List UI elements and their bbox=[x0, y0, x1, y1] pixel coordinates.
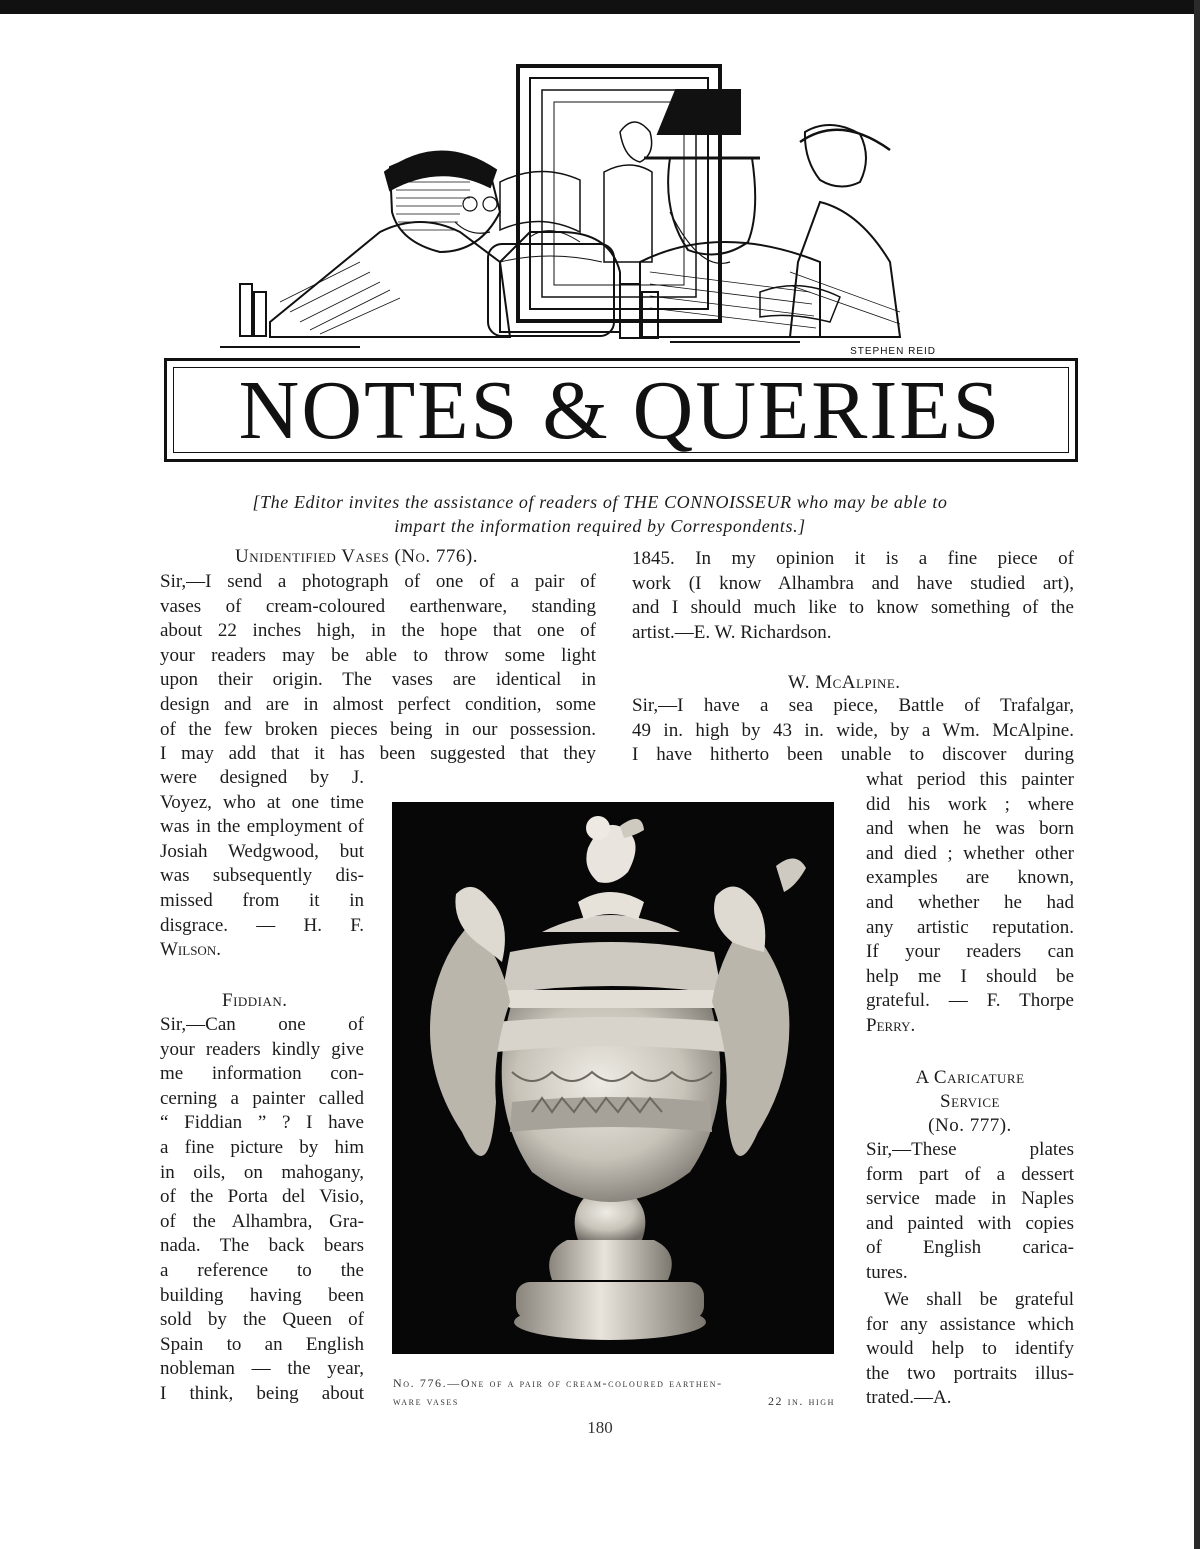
text-line: 49 in. high by 43 in. wide, by a Wm. McAlpine. bbox=[632, 719, 1074, 741]
heading-line: Service bbox=[940, 1091, 1000, 1112]
text-line: help me I should be bbox=[866, 965, 1074, 987]
figure-caption bbox=[393, 1374, 835, 1410]
article-caricature-service-body bbox=[866, 1138, 1074, 1286]
text-line: Sir,—I send a photograph of one of a pair of bbox=[160, 571, 596, 592]
text-line: nobleman — the year, bbox=[160, 1358, 364, 1380]
editor-note bbox=[150, 490, 1050, 538]
text-line: in oils, on mahogany, bbox=[160, 1161, 364, 1183]
editor-note-line-2: impart the information required by Correspondents.] bbox=[394, 516, 806, 536]
text-line: would help to identify bbox=[866, 1338, 1074, 1360]
text-line: Sir,—I have a sea piece, Battle of Trafalgar, bbox=[632, 695, 1074, 716]
text-line: and I should much like to know something of the bbox=[632, 597, 1074, 619]
text-line: grateful. — F. Thorpe bbox=[866, 990, 1074, 1012]
page-right-edge bbox=[1194, 0, 1200, 1549]
text-line: service made in Naples bbox=[866, 1188, 1074, 1210]
text-line: Wilson. bbox=[160, 939, 221, 961]
article-heading-mcalpine: W. McAlpine. bbox=[788, 672, 901, 693]
heading-line: (No. 777). bbox=[928, 1115, 1012, 1136]
text-line: Perry. bbox=[866, 1014, 916, 1036]
text-line: the two portraits illus- bbox=[866, 1362, 1074, 1384]
article-unidentified-vases-body bbox=[160, 570, 596, 767]
text-line: “ Fiddian ” ? I have bbox=[160, 1112, 364, 1134]
text-line: your readers kindly give bbox=[160, 1038, 364, 1060]
text-line: were designed by J. bbox=[160, 767, 364, 788]
text-line: of English carica- bbox=[866, 1237, 1074, 1259]
text-line: design and are in almost perfect condition, some bbox=[160, 693, 596, 715]
text-line: of the Alhambra, Gra- bbox=[160, 1210, 364, 1232]
vase-image bbox=[392, 802, 834, 1354]
text-line: Josiah Wedgwood, but bbox=[160, 840, 364, 862]
article-heading-caricature-service bbox=[866, 1066, 1074, 1138]
text-line: and painted with copies bbox=[866, 1212, 1074, 1234]
text-line: cerning a painter called bbox=[160, 1087, 364, 1109]
text-line: tures. bbox=[866, 1261, 908, 1283]
page-top-edge bbox=[0, 0, 1200, 14]
text-line: and whether he had bbox=[866, 891, 1074, 913]
article-unidentified-vases-narrow bbox=[160, 766, 364, 963]
text-line: was subsequently dis- bbox=[160, 865, 364, 887]
text-line: Voyez, who at one time bbox=[160, 791, 364, 813]
article-fiddian-continued bbox=[632, 547, 1074, 645]
text-line: nada. The back bears bbox=[160, 1235, 364, 1257]
caption-line-2-left: ware vases bbox=[393, 1394, 459, 1408]
text-line: I think, being about bbox=[160, 1382, 364, 1404]
vase-photograph bbox=[392, 802, 834, 1354]
text-line: a reference to the bbox=[160, 1259, 364, 1281]
caption-line-1: No. 776.—One of a pair of cream-coloured earthen- bbox=[393, 1376, 723, 1390]
text-line: sold by the Queen of bbox=[160, 1309, 364, 1331]
heading-line: A Caricature bbox=[915, 1067, 1025, 1088]
text-line: disgrace. — H. F. bbox=[160, 914, 364, 936]
text-line: of the Porta del Visio, bbox=[160, 1186, 364, 1208]
text-line: a fine picture by him bbox=[160, 1136, 364, 1158]
text-line: Sir,—Can one of bbox=[160, 1014, 364, 1035]
article-fiddian-body bbox=[160, 1013, 364, 1407]
page-number: 180 bbox=[587, 1418, 613, 1437]
article-heading-fiddian: Fiddian. bbox=[222, 990, 288, 1011]
text-line: Sir,—These plates bbox=[866, 1139, 1074, 1160]
text-line: vases of cream-coloured earthenware, standing bbox=[160, 595, 596, 617]
text-line: for any assistance which bbox=[866, 1313, 1074, 1335]
text-line: building having been bbox=[160, 1284, 364, 1306]
text-line: did his work ; where bbox=[866, 793, 1074, 815]
editor-reply bbox=[866, 1288, 1074, 1411]
text-line: artist.—E. W. Richardson. bbox=[632, 621, 832, 643]
header-illustration bbox=[200, 62, 940, 362]
text-line: Spain to an English bbox=[160, 1333, 364, 1355]
text-line: I may add that it has been suggested that they bbox=[160, 743, 596, 765]
text-line: your readers may be able to throw some light bbox=[160, 644, 596, 666]
caption-line-2 bbox=[393, 1392, 835, 1410]
masthead-title: NOTES & QUERIES bbox=[238, 364, 1002, 457]
text-line: and died ; whether other bbox=[866, 842, 1074, 864]
editor-note-line-1: [The Editor invites the assistance of readers of THE CONNOISSEUR who may be able to bbox=[252, 492, 948, 512]
article-heading-unidentified-vases: Unidentified Vases (No. 776). bbox=[235, 546, 478, 567]
text-line: 1845. In my opinion it is a fine piece of bbox=[632, 548, 1074, 569]
article-mcalpine-body bbox=[632, 694, 1074, 768]
text-line: If your readers can bbox=[866, 941, 1074, 963]
text-line: missed from it in bbox=[160, 889, 364, 911]
text-line: about 22 inches high, in the hope that one of bbox=[160, 620, 596, 642]
text-line: form part of a dessert bbox=[866, 1163, 1074, 1185]
text-line: was in the employment of bbox=[160, 816, 364, 838]
artist-signature: STEPHEN REID bbox=[850, 346, 936, 357]
caption-line-2-right: 22 in. high bbox=[767, 1394, 835, 1408]
text-line: what period this painter bbox=[866, 769, 1074, 790]
text-line: I have hitherto been unable to discover during bbox=[632, 744, 1074, 766]
text-line: of the few broken pieces being in our possession. bbox=[160, 718, 596, 740]
article-mcalpine-narrow bbox=[866, 768, 1074, 1039]
text-line: upon their origin. The vases are identical in bbox=[160, 669, 596, 691]
text-line: examples are known, bbox=[866, 867, 1074, 889]
text-line: and when he was born bbox=[866, 818, 1074, 840]
text-line: trated.—A. bbox=[866, 1387, 952, 1409]
text-line: me information con- bbox=[160, 1063, 364, 1085]
text-line: work (I know Alhambra and have studied art), bbox=[632, 572, 1074, 594]
text-line: We shall be grateful bbox=[884, 1289, 1074, 1310]
text-line: any artistic reputation. bbox=[866, 916, 1074, 938]
